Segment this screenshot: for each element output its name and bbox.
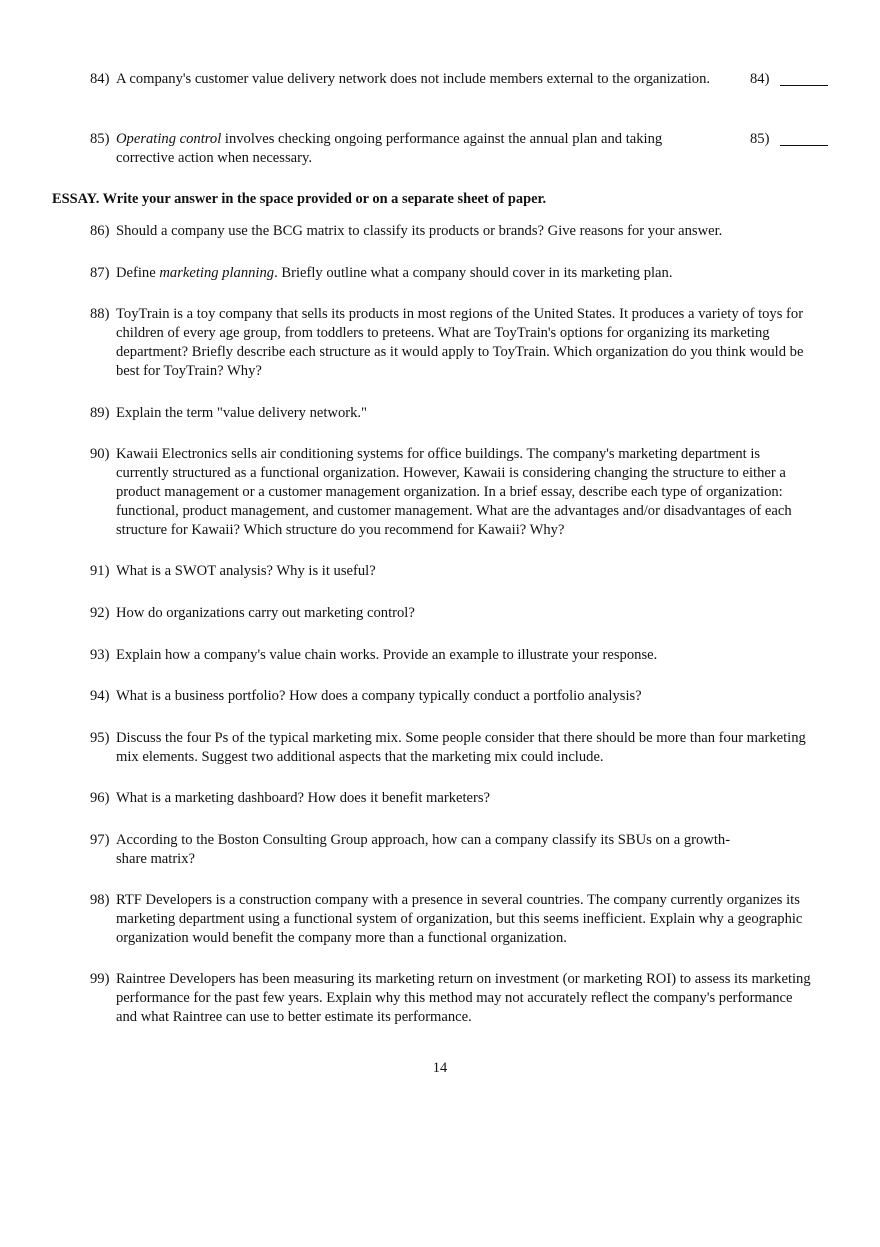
question-text: What is a business portfolio? How does a company typically conduct a portfolio analysis? — [116, 688, 642, 704]
question-text: Explain how a company's value chain works. Provide an example to illustrate your response. — [116, 647, 658, 663]
essay-section-header: ESSAY. Write your answer in the space provided or on a separate sheet of paper. — [52, 191, 547, 207]
question-text — [116, 130, 716, 168]
question-number: 95) — [90, 730, 110, 746]
question-text-rest: involves checking ongoing performance against the annual plan and taking corrective action when necessary. — [116, 131, 663, 166]
question-number: 94) — [90, 688, 110, 704]
question-number: 99) — [90, 971, 110, 987]
question-number: 96) — [90, 790, 110, 806]
question-text-rest: . Briefly outline what a company should cover in its marketing plan. — [274, 265, 673, 281]
question-text: ToyTrain is a toy company that sells its products in most regions of the United States. It produces a variety of toys for children of every age group, from toddlers to preteens. What are ToyTrain's options for organizing its marketing department? Briefly describe each structure as it would apply to ToyTrain. Which organization do you think would be best for ToyTrain? Why? — [116, 306, 804, 379]
answer-number: 84) — [750, 71, 770, 87]
question-text: Should a company use the BCG matrix to classify its products or brands? Give reasons for your answer. — [116, 223, 723, 239]
question-text: Raintree Developers has been measuring its marketing return on investment (or marketing ROI) to assess its marketing performance for the past few years. Explain why this method may not accurately reflect the company's performance and what Raintree can use to better estimate its performance. — [116, 971, 811, 1025]
question-number: 89) — [90, 405, 110, 421]
question-text — [116, 264, 816, 283]
answer-blank[interactable] — [780, 145, 828, 146]
question-text: Discuss the four Ps of the typical marketing mix. Some people consider that there should be more than four marketing mix elements. Suggest two additional aspects that the marketing mix could include. — [116, 730, 806, 765]
question-number: 92) — [90, 605, 110, 621]
question-number: 84) — [90, 71, 110, 87]
question-number: 98) — [90, 892, 110, 908]
question-text: What is a marketing dashboard? How does it benefit marketers? — [116, 790, 491, 806]
question-number: 88) — [90, 306, 110, 322]
question-text: Explain the term "value delivery network." — [116, 405, 368, 421]
question-number: 85) — [90, 131, 110, 147]
question-number: 86) — [90, 223, 110, 239]
question-number: 91) — [90, 563, 110, 579]
italic-term: Operating control — [116, 131, 222, 147]
question-number: 90) — [90, 446, 110, 462]
answer-number: 85) — [750, 131, 770, 147]
page-number: 14 — [432, 1060, 448, 1076]
question-text: How do organizations carry out marketing control? — [116, 605, 415, 621]
question-text: Kawaii Electronics sells air conditioning systems for office buildings. The company's marketing department is currently structured as a functional organization. However, Kawaii is considering changing the structure to either a product management or a customer management organization. In a brief essay, describe each type of organization: functional, product management, and customer management. What are the advantages and/or disadvantages of each structure for Kawaii? Which structure do you recommend for Kawaii? Why? — [116, 446, 792, 538]
question-text: According to the Boston Consulting Group approach, how can a company classify its SBUs on a growth-share matrix? — [116, 832, 731, 867]
question-text: A company's customer value delivery network does not include members external to the organization. — [116, 71, 711, 87]
question-number: 87) — [90, 265, 110, 281]
question-number: 93) — [90, 647, 110, 663]
question-text: What is a SWOT analysis? Why is it useful? — [116, 563, 376, 579]
italic-term: marketing planning — [159, 265, 275, 281]
question-text-pre: Define — [116, 265, 160, 281]
question-number: 97) — [90, 832, 110, 848]
answer-blank[interactable] — [780, 85, 828, 86]
question-text: RTF Developers is a construction company with a presence in several countries. The company currently organizes its marketing department using a functional system of organization, but this seems inefficient. Explain why a geographic organization would benefit the company more than a functional organization. — [116, 892, 803, 946]
